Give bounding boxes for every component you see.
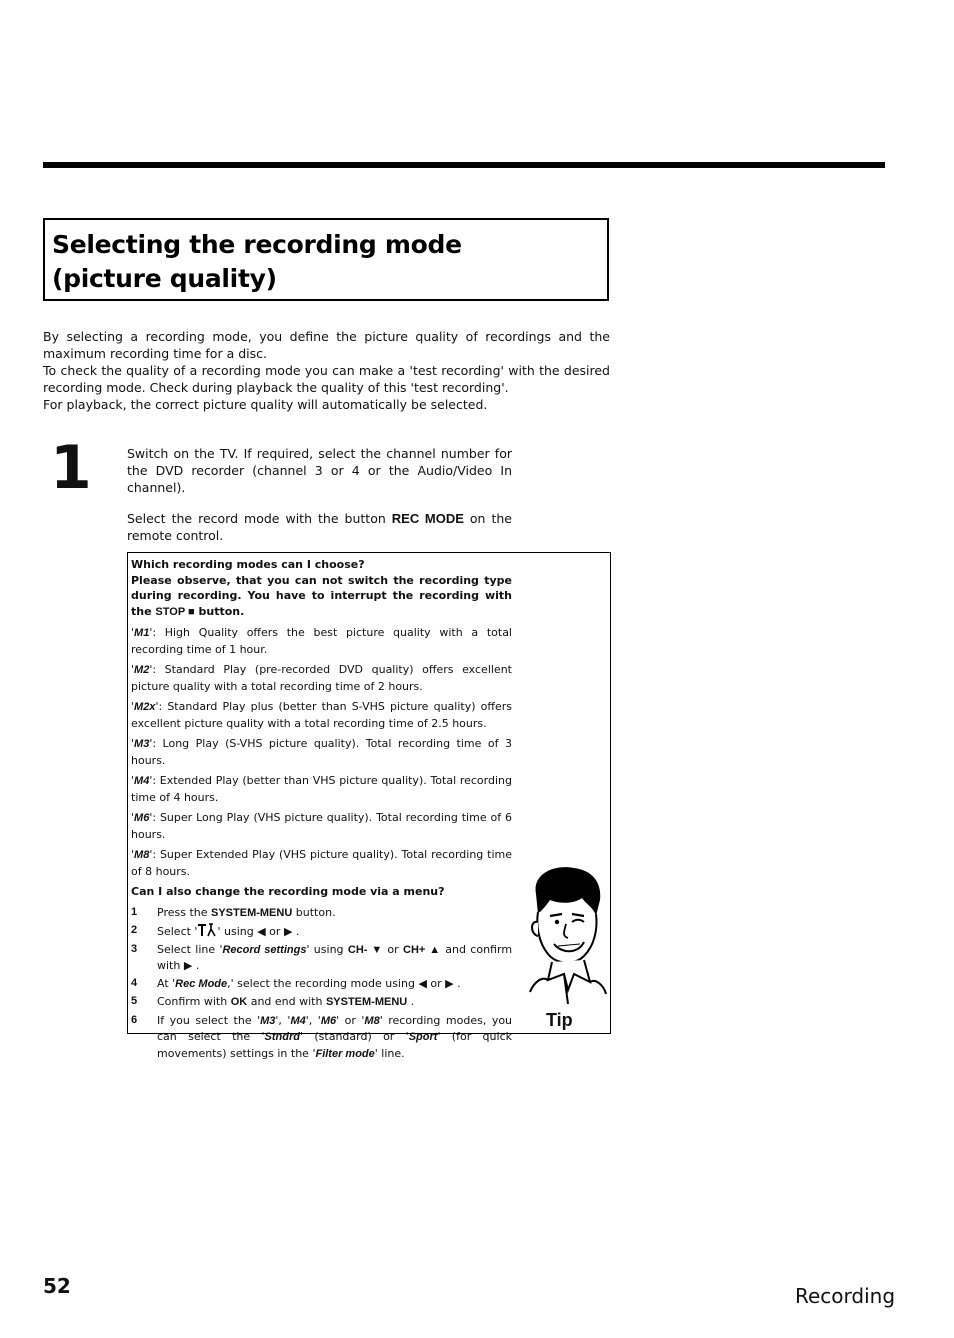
mode-description: Super Long Play (VHS picture quality). Total recording time of 6 hours. xyxy=(131,811,512,841)
menu-step-text: button. xyxy=(295,905,336,919)
menu-step-text: . xyxy=(195,959,200,972)
ch-minus-button-label: CH- ▼ xyxy=(347,943,384,956)
menu-step-text: Press the xyxy=(157,905,208,919)
step-1-instruction-1: Switch on the TV. If required, select the channel number for the DVD recorder (channel 3 or 4 or the Audio/Video In channel). xyxy=(127,446,512,495)
menu-step-text: ,' select the recording mode using xyxy=(227,976,415,990)
menu-step-text: . xyxy=(457,976,461,990)
mode-m1: 'M1': High Quality offers the best picture quality with a total recording time of 1 hour. xyxy=(131,626,512,656)
intro-paragraph-2: To check the quality of a recording mode you can make a 'test recording' with the desired recording mode. Check during playback the quality of this 'test recording'. xyxy=(43,363,610,395)
page-title-line2: (picture quality) xyxy=(52,264,277,293)
menu-step-4 xyxy=(131,976,512,993)
intro-paragraph-1: By selecting a recording mode, you define the picture quality of recordings and the maximum recording time for a disc. xyxy=(43,329,610,361)
menu-heading: Can I also change the recording mode via a menu? xyxy=(131,885,445,898)
mode-m3: 'M3': Long Play (S-VHS picture quality). Total recording time of 3 hours. xyxy=(131,737,512,767)
menu-step-1 xyxy=(131,905,512,922)
menu-step-text: ' (for quick movements) settings in the ' xyxy=(157,1030,512,1060)
menu-step-text: and confirm with xyxy=(157,942,513,972)
stop-button-label: STOP ■ xyxy=(155,605,195,618)
mode-code: M2x xyxy=(134,701,156,713)
system-menu-button-label: SYSTEM-MENU xyxy=(325,996,408,1008)
mode-m8: 'M8': Super Extended Play (VHS picture quality). Total recording time of 8 hours. xyxy=(131,848,513,878)
tip-warning xyxy=(131,573,512,621)
mode-m6: 'M6': Super Long Play (VHS picture quality). Total recording time of 6 hours. xyxy=(131,811,512,841)
right-arrow-icon: ▶ xyxy=(183,959,193,972)
mode-m2: 'M2': Standard Play (pre-recorded DVD quality) offers excellent picture quality with a total recording time of 2 hours. xyxy=(131,663,512,693)
menu-steps xyxy=(131,905,512,1063)
page-title-line1: Selecting the recording mode xyxy=(52,230,462,259)
menu-item-name: Rec Mode xyxy=(175,977,228,990)
menu-step-text: ' using xyxy=(306,942,344,956)
page-number: 52 xyxy=(43,1274,71,1298)
menu-item-name: Filter mode xyxy=(315,1047,375,1060)
tip-heading: Which recording modes can I choose? xyxy=(131,558,365,571)
menu-step-number: 5 xyxy=(131,995,138,1007)
section-name: Recording xyxy=(795,1284,896,1308)
menu-step-number: 6 xyxy=(131,1013,138,1026)
menu-step-text: . xyxy=(410,995,415,1008)
menu-step-text: Confirm with xyxy=(157,995,228,1008)
mode-m4: 'M4': Extended Play (better than VHS picture quality). Total recording time of 4 hours. xyxy=(131,774,512,804)
menu-step-text: At ' xyxy=(157,976,176,990)
ok-button-label: OK xyxy=(230,996,248,1008)
filter-option-name: Sport xyxy=(408,1031,438,1043)
menu-step-text: and end with xyxy=(250,995,323,1008)
title-box xyxy=(43,218,609,301)
menu-step-text: ' line. xyxy=(374,1046,405,1060)
step-1-instruction-2-post: on the remote control. xyxy=(127,511,512,543)
mode-code: M6 xyxy=(320,1014,337,1027)
menu-step-text: or xyxy=(430,976,442,990)
menu-step-text: If you select the ' xyxy=(157,1013,261,1027)
mode-description: Standard Play (pre-recorded DVD quality) offers excellent picture quality with a total recording time of 2 hours. xyxy=(131,663,512,693)
menu-step-6: 6 If you select the 'M3', 'M4', 'M6' or 'M8' recording modes, you can select the 'Stndrd' (standard) or 'Sport' (for quick movements) settings in the 'Filter mode' line. xyxy=(131,1013,512,1063)
step-1-instruction-2 xyxy=(127,510,512,544)
step-1-text xyxy=(127,445,512,544)
menu-step-text: ' (standard) or ' xyxy=(300,1030,409,1043)
system-menu-button-label: SYSTEM-MENU xyxy=(211,906,293,919)
step-number: 1 xyxy=(50,433,92,503)
left-arrow-icon: ◀ xyxy=(418,976,427,990)
mode-code: M3 xyxy=(260,1014,276,1027)
menu-step-text: Select line ' xyxy=(157,942,223,956)
mode-description: Extended Play (better than VHS picture quality). Total recording time of 4 hours. xyxy=(131,774,512,804)
mode-code: M1 xyxy=(134,627,150,639)
step-1-instruction-2-pre: Select the record mode with the button xyxy=(127,511,386,526)
menu-step-5 xyxy=(131,994,512,1011)
mode-code: M8 xyxy=(134,849,150,861)
mode-description: High Quality offers the best picture quality with a total recording time of 1 hour. xyxy=(131,626,512,656)
mode-code: M6 xyxy=(134,812,150,824)
rec-mode-button-label: REC MODE xyxy=(391,511,464,526)
filter-option-name: Stndrd xyxy=(264,1031,300,1043)
mode-code: M3 xyxy=(134,738,150,750)
menu-step-text: or xyxy=(269,925,281,938)
menu-step-text: or xyxy=(387,942,399,956)
mode-code: M4 xyxy=(290,1014,306,1027)
tip-mascot-icon xyxy=(524,864,608,1006)
menu-step-text: Select ' xyxy=(157,925,198,938)
tip-label: Tip xyxy=(546,1010,573,1030)
menu-step-2 xyxy=(131,923,512,940)
mode-code: M4 xyxy=(134,775,150,787)
menu-step-number: 4 xyxy=(131,976,138,989)
ch-plus-button-label: CH+ ▲ xyxy=(403,943,441,956)
tip-content xyxy=(131,557,512,1062)
right-arrow-icon: ▶ xyxy=(445,976,454,990)
menu-step-3 xyxy=(131,942,512,974)
menu-step-text: ' recording modes, you can select the ' xyxy=(157,1013,513,1043)
left-arrow-icon: ◀ xyxy=(257,925,266,938)
mode-description: Long Play (S-VHS picture quality). Total recording time of 3 hours. xyxy=(131,737,512,767)
mode-m2x: 'M2x': Standard Play plus (better than S-VHS picture quality) offers excellent picture quality with a total recording time of 2.5 hours. xyxy=(131,700,512,730)
settings-tools-icon xyxy=(197,923,217,937)
intro-text xyxy=(43,328,610,413)
menu-step-text: ' using xyxy=(217,925,254,938)
mode-description: Standard Play plus (better than S-VHS picture quality) offers excellent picture quality with a total recording time of 2.5 hours. xyxy=(131,700,512,730)
menu-step-number: 3 xyxy=(131,942,138,955)
mode-code: M8 xyxy=(364,1014,380,1027)
menu-step-text: . xyxy=(295,925,300,938)
menu-step-number: 1 xyxy=(131,905,138,918)
intro-paragraph-3: For playback, the correct picture quality will automatically be selected. xyxy=(43,397,488,412)
right-arrow-icon: ▶ xyxy=(283,925,293,938)
mode-description: Super Extended Play (VHS picture quality). Total recording time of 8 hours. xyxy=(131,848,513,878)
menu-item-name: Record settings xyxy=(222,943,307,956)
mode-code: M2 xyxy=(134,664,150,676)
tip-warning-end: button. xyxy=(198,604,245,618)
tip-warning-text: Please observe, that you can not switch the recording type during recording. You have to interrupt the recording with the xyxy=(131,573,512,618)
top-rule xyxy=(43,162,885,168)
menu-step-number: 2 xyxy=(131,924,138,936)
